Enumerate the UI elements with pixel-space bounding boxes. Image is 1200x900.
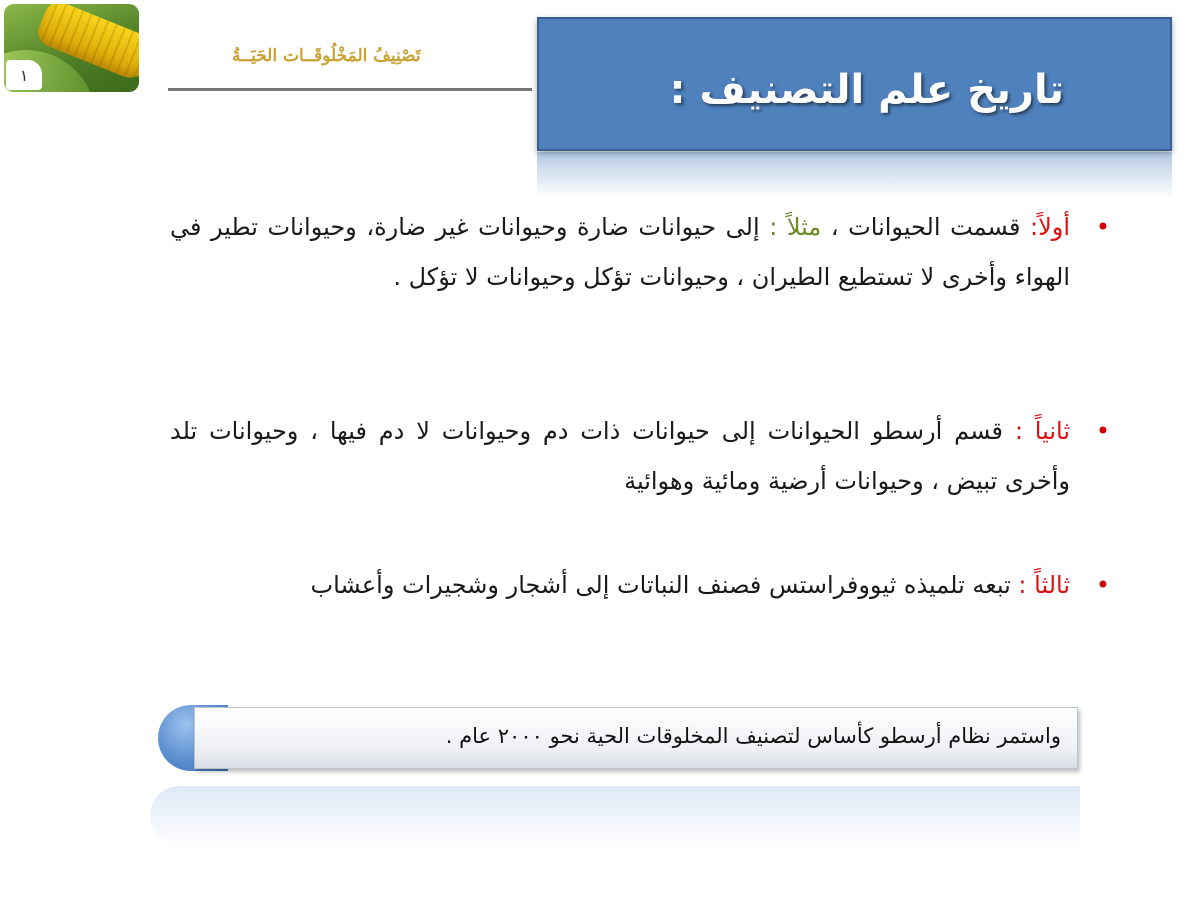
bullet-item-3	[80, 560, 1110, 610]
bullet-lead: ثانياً :	[1014, 417, 1070, 445]
book-title: تَصْنِيفُ المَخْلُوقَــات الحَيَــةُ	[232, 46, 421, 66]
note-bar	[194, 707, 1078, 769]
bullet-text: قسمت الحيوانات ،	[821, 213, 1030, 241]
bullet-text: إلى حيوانات ضارة وحيوانات غير ضارة، وحيوانات تطير في الهواء وأخرى لا تستطيع الطيران ، وحيوانات تؤكل وحيوانات لا تؤكل .	[170, 213, 1070, 291]
bullet-dot: •	[1095, 571, 1110, 599]
bullet-dot: •	[1095, 417, 1110, 445]
page-number: ١	[6, 60, 42, 90]
bullet-item-2	[170, 406, 1110, 506]
title-reflection	[537, 152, 1172, 198]
header-banner	[0, 0, 540, 100]
bullet-item-1	[170, 202, 1110, 302]
bullet-dot: •	[1095, 213, 1110, 241]
bullet-lead: ثالثاً :	[1018, 571, 1070, 599]
bullet-example-label: مثلاً :	[769, 213, 822, 241]
slide-title: تاريخ علم التصنيف :	[669, 67, 1064, 113]
bullet-text: تبعه تلميذه ثيووفراستس فصنف النباتات إلى أشجار وشجيرات وأعشاب	[310, 571, 1019, 599]
title-box	[537, 17, 1172, 151]
bullet-text: قسم أرسطو الحيوانات إلى حيوانات ذات دم وحيوانات لا دم فيها ، وحيوانات تلد وأخرى تبيض ، وحيوانات أرضية ومائية وهوائية	[170, 417, 1070, 495]
note-reflection	[150, 786, 1080, 846]
header-divider	[168, 88, 532, 91]
note-text: واستمر نظام أرسطو كأساس لتصنيف المخلوقات الحية نحو ٢٠٠٠ عام .	[445, 724, 1061, 748]
note-callout	[158, 705, 1078, 771]
bullet-lead: أولاً:	[1029, 213, 1071, 241]
